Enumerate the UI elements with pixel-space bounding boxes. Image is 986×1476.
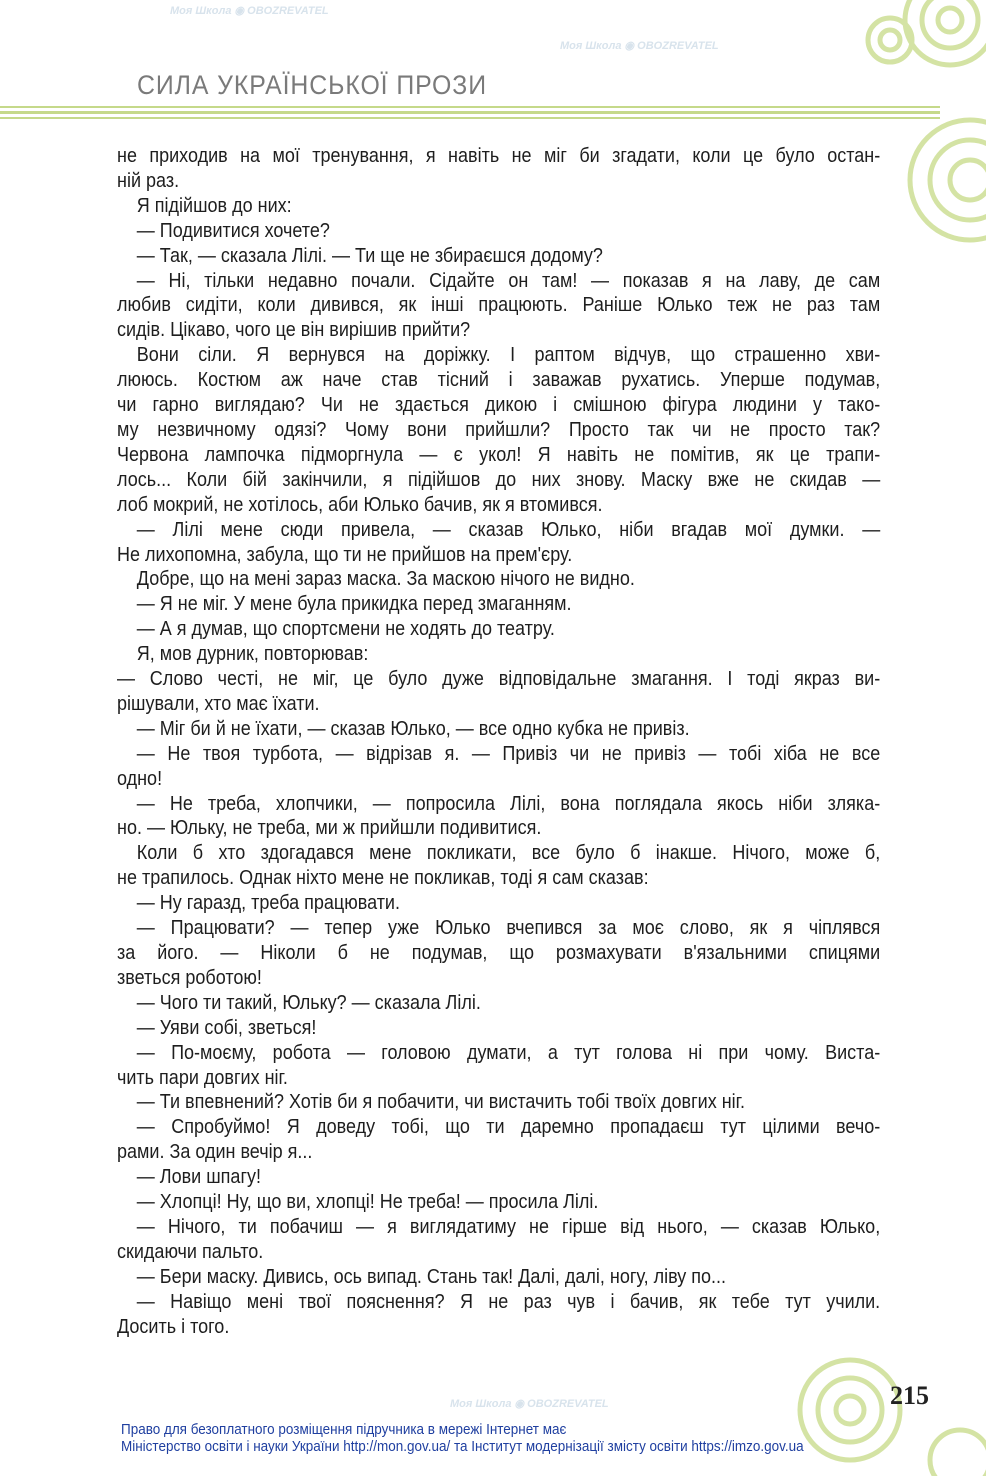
text-line: Я підійшов до них: (136, 194, 292, 217)
text-line: — Подивитися хочете? (136, 219, 330, 242)
text-line: за його. — Ніколи б не подумав, що розмахувати в'язальними спицями (117, 942, 881, 964)
text-line: лоб мокрий, не хотілось, аби Юлько бачив, як я втомився. (117, 493, 603, 516)
footer-line: Право для безоплатного розміщення підручника в мережі Інтернет має (121, 1422, 567, 1438)
text-line: — Не треба, хлопчики, — попросила Лілі, вона поглядала якось ніби зляка- (136, 792, 881, 815)
footer-line: Міністерство освіти і науки України http://mon.gov.ua/ та Інститут модернізації змісту освіти https://imzo.gov.ua (121, 1439, 804, 1455)
text-line: не трапилось. Однак ніхто мене не покликав, тоді я сам сказав: (117, 867, 649, 890)
body-text (117, 144, 880, 1340)
text-line: рами. За один вечір я... (117, 1141, 313, 1164)
text-line: — Так, — сказала Лілі. — Ти ще не збираєшся додому? (136, 244, 603, 267)
text-line: — Лілі мене сюди привела, — сказав Юлько, ніби вгадав мої думки. — (136, 518, 881, 541)
text-line: Я, мов дурник, повторював: (136, 643, 369, 666)
header-rule (0, 111, 940, 114)
text-line: ній раз. (117, 169, 180, 192)
text-line: лююсь. Костюм аж наче став тісний і заважав рухатись. Уперше подумав, (117, 369, 881, 392)
text-line: сидів. Цікаво, чого це він вирішив прийти? (117, 319, 471, 342)
text-line: — Спробуймо! Я доведу тобі, що ти даремно пропадаєш тут цілими вечо- (136, 1116, 881, 1139)
text-line: — Навіщо мені твої пояснення? Я не раз чув і бачив, як тебе тут учили. (136, 1290, 881, 1313)
text-line: — Міг би й не їхати, — сказав Юлько, — все одно кубка не привіз. (136, 717, 690, 740)
text-line: чи гарно виглядаю? Чи не здається дикою і смішною фігура людини у тако- (117, 394, 881, 417)
text-line: не приходив на мої тренування, я навіть не міг би згадати, коли це було остан- (117, 145, 881, 167)
watermark: Моя Школа ◉ OBOZREVATEL (560, 40, 719, 52)
text-line: — Бери маску. Дивись, ось випад. Стань так! Далі, далі, ногу, ліву по... (136, 1265, 727, 1288)
text-line: любив сидіти, коли дивився, як інші працюють. Раніше Юлько теж не раз там (117, 294, 881, 317)
text-line: — Хлопці! Ну, що ви, хлопці! Не треба! — просила Лілі. (136, 1191, 599, 1214)
text-line: — Уяви собі, зветься! (136, 1016, 317, 1039)
text-line: — Лови шпагу! (136, 1166, 262, 1189)
header-rule (0, 117, 940, 119)
section-title: СИЛА УКРАЇНСЬКОЇ ПРОЗИ (137, 70, 487, 100)
text-line: — Ти впевнений? Хотів би я побачити, чи вистачить тобі твоїх довгих ніг. (136, 1091, 746, 1114)
text-line: — Нічого, ти побачиш — я виглядатиму не гірше від нього, — сказав Юлько, (136, 1215, 881, 1238)
header-rule (0, 106, 940, 108)
text-line: — Працювати? — тепер уже Юлько вчепився за моє слово, як я чіплявся (136, 917, 881, 940)
text-line: — Чого ти такий, Юльку? — сказала Лілі. (136, 991, 481, 1014)
text-line: Червона лампочка підморгнула — є укол! Я навіть не помітив, як це трапи- (117, 443, 881, 466)
text-line: лось... Коли бій закінчили, я підійшов до них знову. Маску вже не скидав — (117, 468, 881, 491)
text-line: но. — Юльку, не треба, ми ж прийшли подивитися. (117, 817, 542, 840)
swirl-decoration-bottom (780, 1350, 986, 1476)
watermark: Моя Школа ◉ OBOZREVATEL (450, 1398, 609, 1410)
watermark: Моя Школа ◉ OBOZREVATEL (170, 5, 329, 17)
text-line: — Не твоя турбота, — відрізав я. — Привіз чи не привіз — тобі хіба не все (136, 742, 881, 765)
page-number: 215 (890, 1381, 929, 1410)
text-line: Досить і того. (117, 1315, 230, 1338)
text-line: — Ну гаразд, треба працювати. (136, 892, 400, 915)
text-line: одно! (117, 767, 163, 790)
text-line: чить пари довгих ніг. (117, 1066, 288, 1089)
footer-notice (121, 1422, 804, 1456)
text-line: — А я думав, що спортсмени не ходять до театру. (136, 618, 555, 641)
text-line: му незвичному одязі? Чому вони прийшли? Просто так чи не просто так? (117, 418, 881, 441)
text-line: Не лихопомна, забула, що ти не прийшов на прем'єру. (117, 543, 573, 566)
text-line: зветься роботою! (117, 966, 262, 989)
text-line: — Ні, тільки недавно почали. Сідайте он там! — показав я на лаву, де сам (136, 269, 881, 292)
text-line: Добре, що на мені зараз маска. За маскою нічого не видно. (136, 568, 635, 591)
text-line: Коли б хто здогадався мене покликати, все було б інакше. Нічого, може б, (136, 842, 881, 865)
text-line: — Слово честі, не міг, це було дуже відповідальне змагання. І тоді якраз ви- (117, 668, 881, 691)
text-line: скидаючи пальто. (117, 1240, 264, 1263)
text-line: рішували, хто має їхати. (117, 692, 320, 715)
text-line: — Я не міг. У мене була прикидка перед змаганням. (136, 593, 572, 616)
text-line: Вони сіли. Я вернувся на доріжку. І раптом відчув, що страшенно хви- (136, 344, 881, 367)
text-line: — По-моєму, робота — головою думати, а тут голова ні при чому. Виста- (136, 1041, 881, 1064)
